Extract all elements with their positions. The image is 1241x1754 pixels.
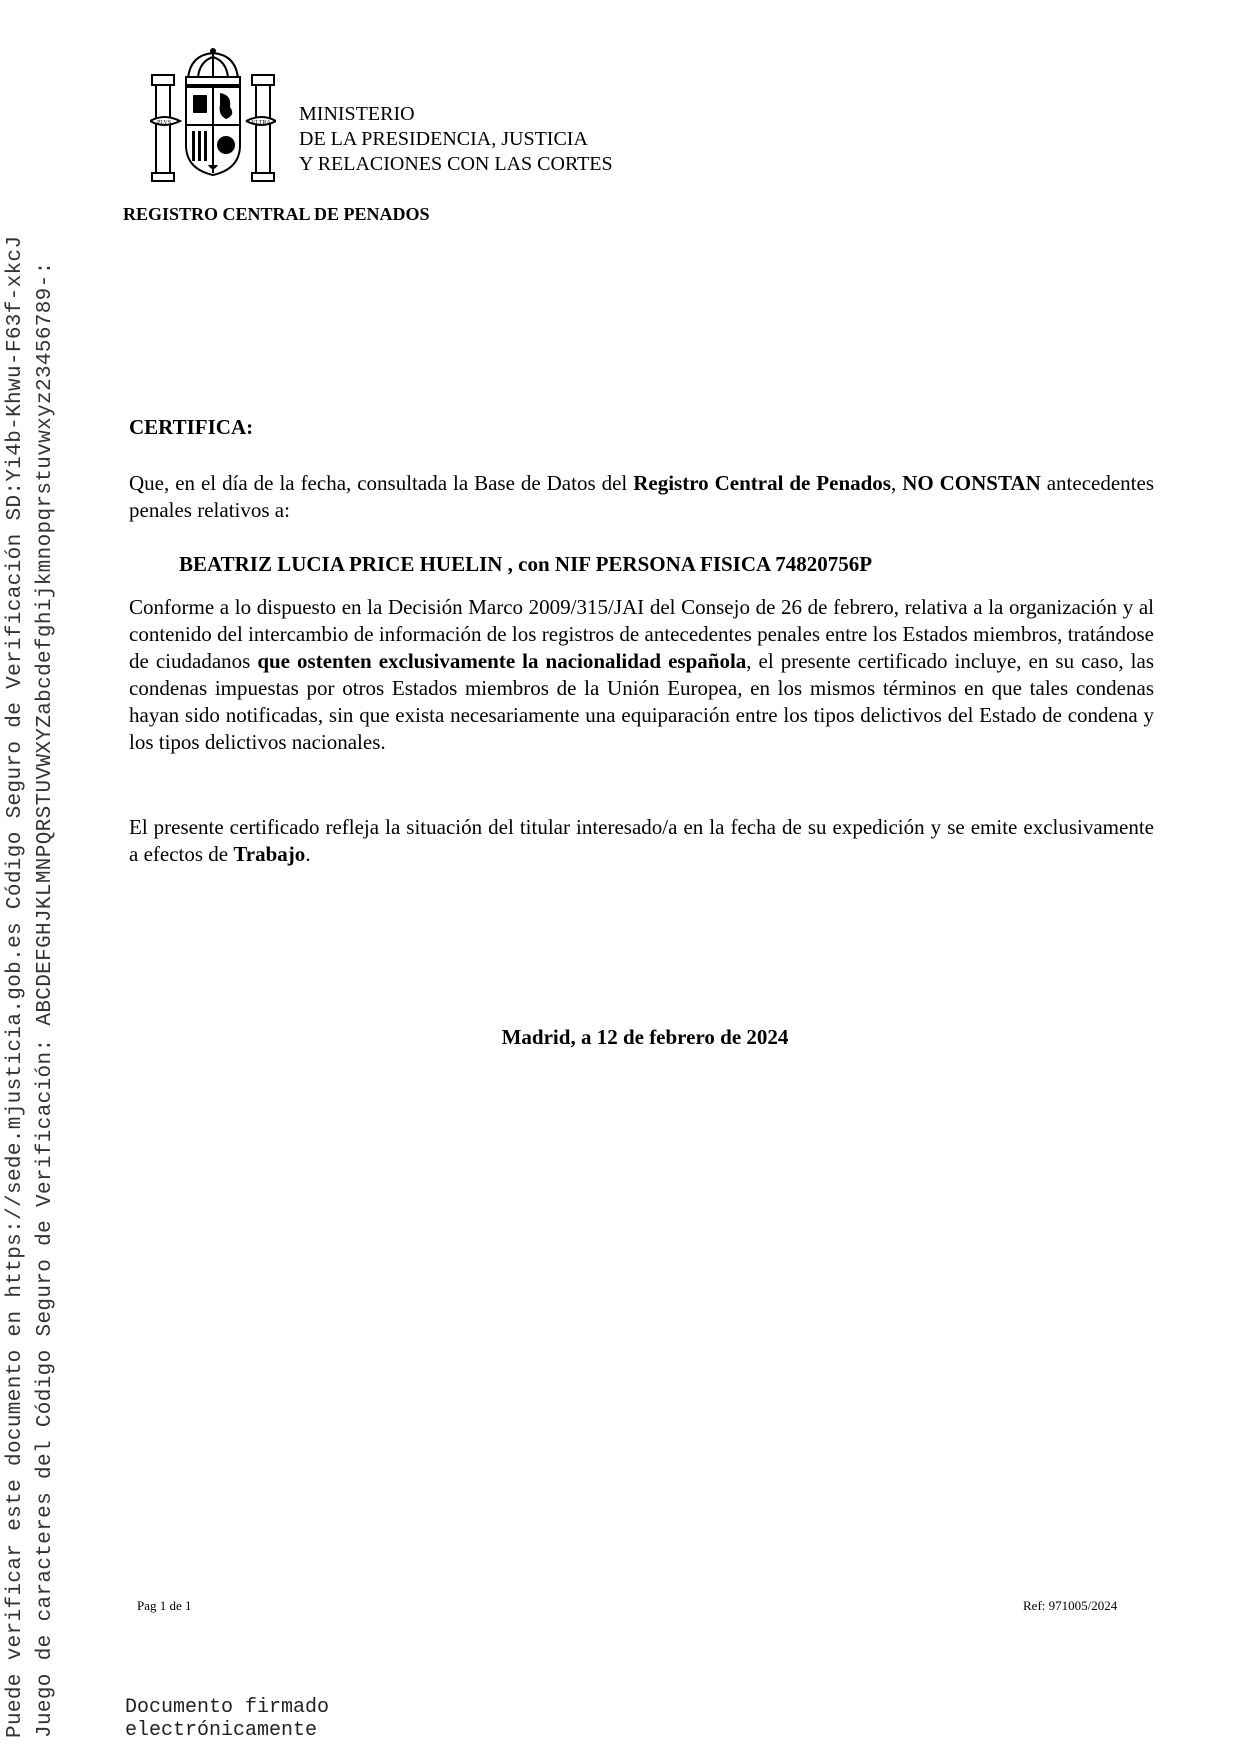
p1-text-a: Que, en el día de la fecha, consultada la Base de Datos del (129, 471, 634, 495)
p3-text-a: El presente certificado refleja la situación del titular interesado/a en la fecha de su expedición y se emite exclusivamente a efectos de (129, 815, 1154, 866)
crest-banner-right: VLTRA (251, 120, 271, 126)
p1-text-e: antecedentes penales relativos a: (129, 471, 1154, 522)
person-identification: BEATRIZ LUCIA PRICE HUELIN , con NIF PERSONA FISICA 74820756P (179, 552, 873, 576)
paragraph-no-records (129, 470, 1154, 524)
paragraph-purpose (129, 814, 1154, 868)
verification-url-text: Puede verificar este documento en https://sede.mjusticia.gob.es Código Seguro de Verificación SD:Yi4b-Khwu-F63f-xkcJ (4, 235, 27, 1738)
signed-line-1: Documento firmado (125, 1696, 330, 1719)
p2-nationality-emphasis: que ostenten exclusivamente la nacionalidad española (257, 649, 747, 673)
ministry-line-3: Y RELACIONES CON LAS CORTES (299, 153, 613, 175)
issue-date: Madrid, a 12 de febrero de 2024 (501, 1025, 789, 1049)
coat-of-arms-icon (150, 45, 276, 183)
p1-no-constan: NO CONSTAN (902, 471, 1041, 495)
reference-number: Ref: 971005/2024 (1023, 1598, 1118, 1613)
p2-text-a: Conforme a lo dispuesto en la Decisión Marco 2009/315/JAI del Consejo de 26 de febrero, relativa a la organización y al contenido del intercambio de información de los registros de antecedentes penales entre los Estados miembros, tratándose de ciudadanos (129, 595, 1154, 673)
ministry-line-1: MINISTERIO (299, 103, 415, 125)
certifica-title: CERTIFICA: (129, 415, 254, 439)
verification-charset-text: Juego de caracteres del Código Seguro de Verificación: ABCDEFGHJKLMNPQRSTUVWXYZabcdefghijkmnopqrstuvwxyz23456789-: (34, 261, 57, 1738)
p1-text-c: , (890, 471, 903, 495)
electronic-signature-note (125, 1696, 329, 1742)
p1-registry-name: Registro Central de Penados (633, 471, 891, 495)
p2-text-c: , el presente certificado incluye, en su caso, las condenas impuestas por otros Estados miembros de la Unión Europea, en los mismos términos en que tales condenas hayan sido notificadas, sin que exista necesariamente una equiparación entre los tipos delictivos del Estado de condena y los tipos delictivos nacionales. (129, 649, 1154, 754)
page-number: Pag 1 de 1 (137, 1598, 192, 1613)
signed-line-2: electrónicamente (125, 1719, 318, 1742)
paragraph-framework-decision (129, 594, 1154, 756)
ministry-name (299, 102, 613, 177)
p3-purpose: Trabajo (233, 842, 306, 866)
p3-text-c: . (305, 842, 311, 866)
ministry-line-2: DE LA PRESIDENCIA, JUSTICIA (299, 128, 588, 150)
crest-banner-left: PLVS (156, 120, 172, 126)
registry-heading: REGISTRO CENTRAL DE PENADOS (123, 204, 430, 224)
